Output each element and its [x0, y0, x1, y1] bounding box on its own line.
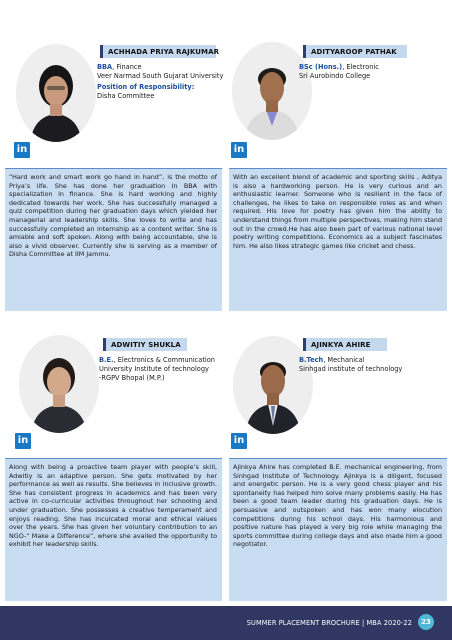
person-name: AJINKYA AHIRE: [303, 338, 387, 351]
bio-text: “Hard work and smart work go hand in hand”, is the motto of Priya’s life. She has done her graduation In BBA with specialization in finance. She is hard working and highly dedicated towards her work. She has successfully managed a quiz competition during her graduation days which yielded her managerial and leadership skills. She loves to write and has successfully completed an internship as a content writer. She is amiable and soft spoken. Along with being accountable, she is also a vivid observer. Currently she is serving as a member of Disha Committee at IIM Jammu.: [5, 168, 222, 311]
bio-text: With an excellent blend of academic and sporting skills , Aditya is also a hardworking person. He is very curious and an enthusiastic learner. Someone who is resilient in the face of challenges, he likes to take on responsible roles as and when required. His love for poetry has given him the ability to understand things from multiple perspectives, making him stand out in the crowd.He has also been part of various national level poetry writing competitions. Economics as a subject fascinates him. He also likes strategic games like cricket and chess.: [229, 168, 447, 311]
education: [97, 63, 223, 101]
education: [99, 356, 215, 383]
profile-photo: [16, 44, 96, 142]
degree: B.E.: [99, 356, 114, 364]
linkedin-icon[interactable]: in: [231, 433, 247, 449]
bio-text: Ajinkya Ahire has completed B.E. mechanical engineering, from Sinhgad Institute of Technology. Ajinkya is a diligent, focused and energetic person. He is a very good chess player and his spontaneity has helped him solve many problems easily. He has been a good team leader during his graduation days. He is persuasive and outspoken and has won many elocution competitions during his school days. His harmonious and positive nature has played a very big role while managing the sports committee during college days and also made him a good negotiator.: [229, 458, 447, 601]
field: , Electronics & Communication: [113, 356, 215, 364]
footer-bar: [0, 606, 452, 640]
field: , Electronic: [342, 63, 379, 71]
linkedin-icon[interactable]: in: [15, 433, 31, 449]
person-name: ADITYAROOP PATHAK: [303, 45, 407, 58]
person-name: ACHHADA PRIYA RAJKUMAR: [100, 45, 216, 58]
page-number: 23: [418, 614, 434, 630]
position-label: Position of Responsibility:: [97, 83, 195, 91]
field: , Finance: [112, 63, 142, 71]
bio-text: Along with being a proactive team player with people’s skill, Adwitiy is an adaptive person. She gets motivated by her performance as well as results. She believes in inclusive growth. She has consistent progress in academics and has been very active in co-curricular activities throughout her schooling and under graduation. She possesses a creative temperament and enjoys reading. She has inculcated moral and ethical values over the years. She has given her voluntary contribution to an NGO-“ Make a Difference”, where she availed the opportunity to exhibit her leadership skills.: [5, 458, 222, 601]
institution-line-2: -RGPV Bhopal (M.P.): [99, 374, 165, 382]
profile-photo: [232, 42, 312, 140]
degree: B.Tech: [299, 356, 324, 364]
linkedin-icon[interactable]: in: [231, 142, 247, 158]
footer-text: SUMMER PLACEMENT BROCHURE | MBA 2020-22: [246, 619, 412, 627]
profile-photo: [233, 336, 313, 434]
education: [299, 63, 379, 81]
institution: Sinhgad institute of technology: [299, 365, 403, 373]
position-value: Disha Committee: [97, 92, 155, 100]
institution: Sri Aurobindo College: [299, 72, 371, 80]
linkedin-icon[interactable]: in: [14, 142, 30, 158]
degree: BSc (Hons.): [299, 63, 343, 71]
institution: Veer Narmad South Gujarat University: [97, 72, 224, 80]
field: , Mechanical: [323, 356, 365, 364]
institution: University Institute of technology: [99, 365, 209, 373]
education: [299, 356, 402, 374]
degree: BBA: [97, 63, 113, 71]
profile-photo: [19, 335, 99, 433]
person-name: ADWITIY SHUKLA: [103, 338, 187, 351]
